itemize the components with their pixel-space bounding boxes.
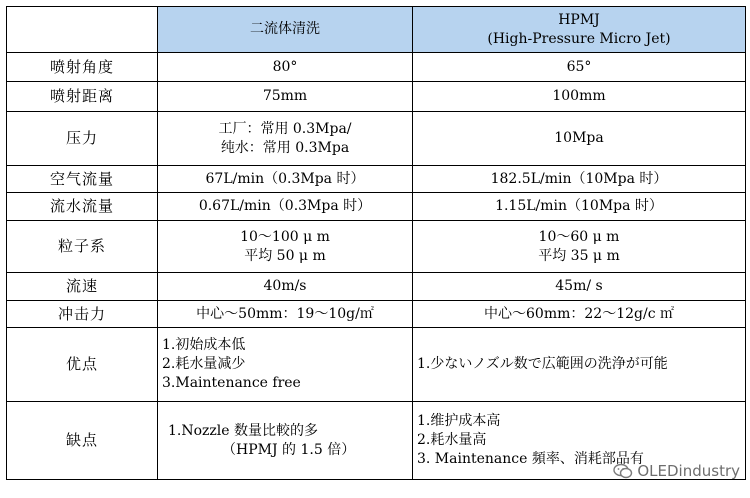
value-line: 1.15L/min（10Mpa 时） xyxy=(495,198,663,214)
two-fluid-value xyxy=(158,82,413,112)
header-corner-cell xyxy=(7,7,158,53)
value-line: 3.Maintenance free xyxy=(162,375,301,391)
value-line: （HPMJ 的 1.5 倍） xyxy=(222,441,356,458)
header-two-fluid-label: 二流体清洗 xyxy=(250,21,320,37)
row-label: 空气流量 xyxy=(7,166,158,193)
header-row xyxy=(7,7,746,53)
watermark xyxy=(613,462,740,480)
row-spray-angle xyxy=(7,53,746,82)
two-fluid-value xyxy=(158,402,413,480)
wechat-icon xyxy=(613,463,633,479)
value-line: 3. Maintenance 頻率、消耗部品有 xyxy=(417,451,644,467)
value-line: 中心～50mm：19～10g/㎡ xyxy=(196,305,374,322)
value-line: 10Mpa xyxy=(554,130,604,146)
value-line: 2.耗水量高 xyxy=(417,432,487,448)
comparison-table xyxy=(6,6,746,480)
row-impact-force xyxy=(7,301,746,328)
row-label: 缺点 xyxy=(7,402,158,480)
value-line: 2.耗水量减少 xyxy=(162,356,246,372)
value-line: 182.5L/min（10Mpa 时） xyxy=(490,170,668,187)
value-line: 67L/min（0.3Mpa 时） xyxy=(205,170,365,187)
row-particle-size xyxy=(7,221,746,273)
value-line: 纯水：常用 0.3Mpa xyxy=(220,139,350,156)
value-line: 75mm xyxy=(262,88,308,104)
hpmj-value xyxy=(413,273,746,301)
value-line: 1.Nozzle 数量比較的多 xyxy=(168,422,319,439)
row-advantages xyxy=(7,328,746,402)
row-pressure xyxy=(7,112,746,166)
hpmj-value xyxy=(413,301,746,328)
value-line: 平均 50 μ m xyxy=(244,247,326,264)
two-fluid-value xyxy=(158,221,413,273)
hpmj-value xyxy=(413,53,746,82)
two-fluid-value xyxy=(158,166,413,193)
two-fluid-value xyxy=(158,53,413,82)
row-water-flow xyxy=(7,193,746,221)
header-hpmj xyxy=(413,7,746,53)
row-label: 喷射角度 xyxy=(7,53,158,82)
row-label: 压力 xyxy=(7,112,158,166)
row-label: 喷射距离 xyxy=(7,82,158,112)
header-hpmj-title: HPMJ xyxy=(558,11,600,28)
value-line: 0.67L/min（0.3Mpa 时） xyxy=(198,198,372,214)
row-label: 优点 xyxy=(7,328,158,402)
row-label: 粒子系 xyxy=(7,221,158,273)
hpmj-value xyxy=(413,221,746,273)
header-hpmj-subtitle: (High-Pressure Micro Jet) xyxy=(487,30,671,47)
hpmj-value xyxy=(413,328,746,402)
header-two-fluid xyxy=(158,7,413,53)
row-air-flow xyxy=(7,166,746,193)
row-flow-speed xyxy=(7,273,746,301)
two-fluid-value xyxy=(158,273,413,301)
value-line: 10～60 μ m xyxy=(538,228,620,245)
row-label: 流水流量 xyxy=(7,193,158,221)
two-fluid-value xyxy=(158,193,413,221)
watermark-text: OLEDindustry xyxy=(637,462,740,480)
row-label: 流速 xyxy=(7,273,158,301)
value-line: 80° xyxy=(272,58,298,75)
row-spray-distance xyxy=(7,82,746,112)
value-line: 45m/ s xyxy=(555,278,603,294)
value-line: 10～100 μ m xyxy=(240,228,330,245)
value-line: 中心～60mm：22～12g/c ㎡ xyxy=(484,305,674,322)
value-line: 1.维护成本高 xyxy=(417,413,501,429)
value-line: 工厂：常用 0.3Mpa/ xyxy=(218,120,352,137)
two-fluid-value xyxy=(158,112,413,166)
value-line: 1.初始成本低 xyxy=(162,337,246,353)
two-fluid-value xyxy=(158,328,413,402)
hpmj-value xyxy=(413,112,746,166)
two-fluid-value xyxy=(158,301,413,328)
value-line: 40m/s xyxy=(263,278,307,294)
hpmj-value xyxy=(413,166,746,193)
value-line: 65° xyxy=(566,58,592,75)
hpmj-value xyxy=(413,82,746,112)
value-line: 100mm xyxy=(552,88,606,104)
value-line: 1.少ないノズル数で広範囲の洗浄が可能 xyxy=(417,356,668,372)
hpmj-value xyxy=(413,193,746,221)
row-label: 冲击力 xyxy=(7,301,158,328)
value-line: 平均 35 μ m xyxy=(538,247,620,264)
